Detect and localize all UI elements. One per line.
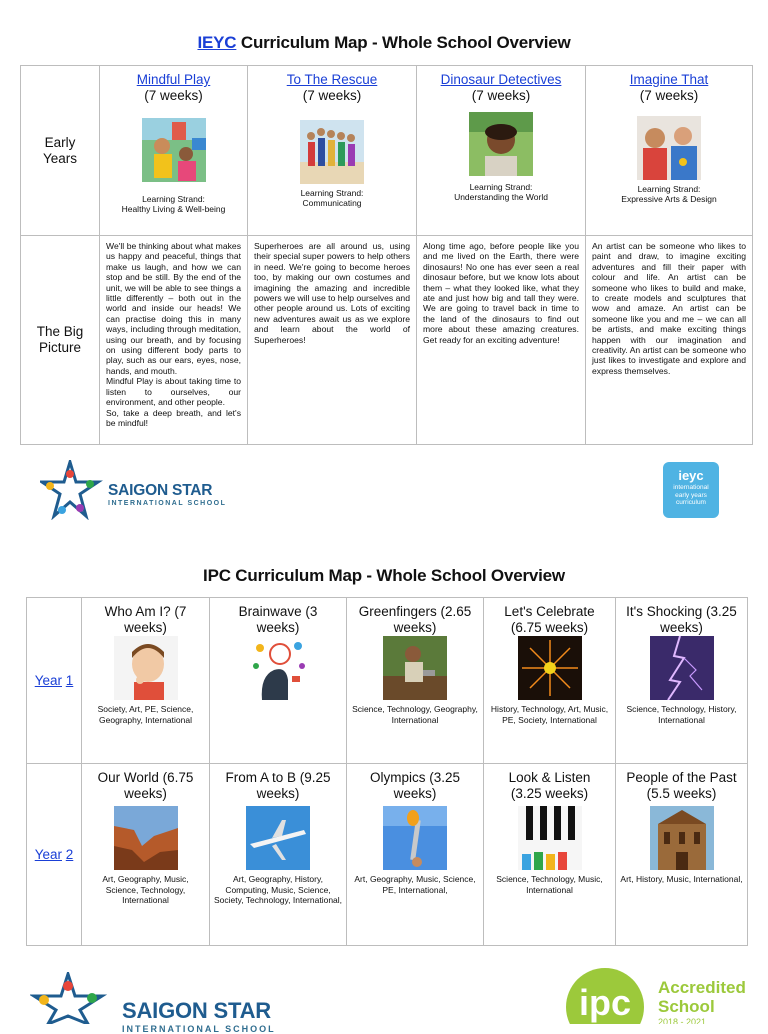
big-picture-text: Along time ago, before people like you and me lived on the Earth, there were dinosaurs! No one has ever seen a real dinosaur before, but we know lots about them – what they looked like, what they ate and just how big and tall they were. We are going to travel back in time to the land of the dinosaurs to find out more about these amazing creatures. Get ready for an exciting adventure! [417, 236, 586, 445]
children-painting-photo [637, 116, 701, 180]
row-head-year-1 [27, 598, 82, 764]
canyon-photo [114, 806, 178, 870]
brain-icons-photo [246, 636, 310, 700]
unit-weeks: (7 weeks) [302, 88, 362, 103]
year-number-link[interactable]: 1 [65, 672, 74, 688]
school-label: School [658, 997, 715, 1016]
strand-label: Learning Strand: [300, 188, 364, 198]
strand-name: Understanding the World [454, 192, 548, 202]
children-playing-photo [142, 118, 206, 182]
ipc-unit-cell [347, 598, 484, 764]
strand-label: Learning Strand: [637, 184, 701, 194]
fireworks-photo [518, 636, 582, 700]
ieyc-badge-name: ieyc [678, 468, 704, 483]
row-head-year-2 [27, 764, 82, 946]
ipc-unit-cell [82, 598, 210, 764]
piano-keys-photo [518, 806, 582, 870]
row-head-early-years [21, 66, 100, 236]
unit-subjects: Society, Art, PE, Science, Geography, International [97, 704, 194, 725]
star-figure-icon [30, 972, 110, 1024]
unit-subjects: Science, Technology, Geography, International [352, 704, 478, 725]
unit-subjects: Science, Technology, History, International [626, 704, 737, 725]
saigon-star-sub: INTERNATIONAL SCHOOL [108, 500, 227, 507]
ieyc-table [20, 65, 753, 445]
ieyc-unit-cell [100, 66, 248, 236]
ieyc-unit-cell [586, 66, 753, 236]
unit-subjects: Art, Geography, History, Computing, Music, Science, Society, Technology, International, [213, 874, 343, 905]
unit-title: Brainwave (3 weeks) [238, 604, 318, 635]
strand-label: Learning Strand: [142, 194, 205, 204]
accreditation-years: 2018 - 2021 [658, 1017, 707, 1024]
unit-title: It's Shocking (3.25 weeks) [626, 604, 737, 635]
thinking-boy-photo [114, 636, 178, 700]
unit-subjects: Science, Technology, Music, International [496, 874, 603, 895]
saigon-star-sub: INTERNATIONAL SCHOOL [122, 1024, 276, 1034]
ieyc-badge-line: early years [675, 491, 707, 499]
unit-title: Who Am I? (7 weeks) [104, 604, 187, 635]
unit-weeks: (7 weeks) [144, 88, 203, 103]
ipc-unit-cell [210, 764, 347, 946]
saigon-star-name: SAIGON STAR [122, 998, 271, 1023]
year-number-link[interactable]: 2 [65, 846, 74, 862]
unit-title: Greenfingers (2.65 weeks) [358, 604, 472, 635]
ieyc-unit-cell [417, 66, 586, 236]
strand-label: Learning Strand: [469, 182, 533, 192]
superhero-kids-photo [300, 120, 364, 184]
strand-name: Communicating [302, 198, 362, 208]
unit-link[interactable]: Mindful Play [136, 72, 211, 87]
ipc-unit-cell [616, 764, 748, 946]
big-picture-text: An artist can be someone who likes to paint and draw, to imagine exciting adventures and fill their paper with colour and life. An artist can be someone who likes to build and make, to create models and sculptures that wow and amaze. An artist can be someone like you and me – we can all be artists, and make exciting things happen with our imagination and creativity. An artist can be someone who just likes to investigate and explore and express themselves. [586, 236, 753, 445]
row-label: The Big Picture [36, 324, 84, 355]
ipc-accredited-badge [566, 966, 756, 1024]
lightning-photo [650, 636, 714, 700]
olympic-torch-photo [383, 806, 447, 870]
unit-link[interactable]: Dinosaur Detectives [440, 72, 562, 87]
accredited-label: Accredited [658, 978, 746, 997]
unit-link[interactable]: To The Rescue [286, 72, 378, 87]
year-link[interactable]: Year [34, 672, 62, 688]
historic-building-photo [650, 806, 714, 870]
unit-link[interactable]: Imagine That [629, 72, 709, 87]
airplane-photo [246, 806, 310, 870]
row-head-big-picture [21, 236, 100, 445]
ieyc-unit-cell [248, 66, 417, 236]
ipc-title: IPC Curriculum Map - Whole School Overview [203, 566, 565, 585]
ieyc-badge [663, 462, 719, 518]
big-picture-text: Superheroes are all around us, using their special super powers to help others in need. We're going to become heroes too, by making our own costumes and imagining the amazing and incredible powers we will use to help ourselves and other people around us. Lots of exciting new adventures await us as we explore and learn about the world of Superheroes! [248, 236, 417, 445]
ipc-unit-cell [82, 764, 210, 946]
strand-name: Healthy Living & Well-being [121, 204, 226, 214]
row-label: Early Years [42, 134, 78, 166]
unit-title: Let's Celebrate (6.75 weeks) [504, 604, 595, 635]
unit-subjects: Art, History, Music, International, [620, 874, 743, 884]
year-link[interactable]: Year [34, 846, 62, 862]
big-picture-text: We'll be thinking about what makes us happy and peaceful, things that make us laugh, and how we can stop and be still. By the end of the unit, we will be able to see things a little differently – both out in the world and inside our heads! We can practise doing this in many ways, including through meditation, using our breath, and by focusing on using different body parts to play, such as our ears, eyes, nose, hands, and mouth. Mindful Play is about taking time to listen to ourselves, our environment, and other people. So, take a deep breath, and let's be mindful! [100, 236, 248, 445]
unit-subjects: Art, Geography, Music, Science, PE, International, [354, 874, 476, 895]
ieyc-title [0, 33, 768, 53]
ipc-logo: ipc [566, 968, 644, 1024]
ipc-unit-cell [484, 598, 616, 764]
ieyc-title-text: Curriculum Map - Whole School Overview [236, 33, 571, 52]
unit-weeks: (7 weeks) [639, 88, 699, 103]
unit-weeks: (7 weeks) [471, 88, 531, 103]
ipc-unit-cell [347, 764, 484, 946]
ieyc-link[interactable]: IEYC [197, 33, 237, 52]
unit-title: People of the Past (5.5 weeks) [626, 770, 737, 801]
saigon-star-name: SAIGON STAR [108, 482, 213, 499]
unit-title: From A to B (9.25 weeks) [225, 770, 331, 801]
unit-title: Olympics (3.25 weeks) [369, 770, 461, 801]
unit-subjects: History, Technology, Art, Music, PE, Society, International [490, 704, 609, 725]
gardening-child-photo [383, 636, 447, 700]
unit-subjects: Art, Geography, Music, Science, Technology, International [102, 874, 189, 905]
ieyc-badge-line: curriculum [676, 499, 706, 506]
ipc-unit-cell [484, 764, 616, 946]
unit-title: Look & Listen (3.25 weeks) [508, 770, 591, 801]
ipc-table [26, 597, 748, 946]
unit-title: Our World (6.75 weeks) [97, 770, 194, 801]
child-smiling-photo [469, 112, 533, 176]
ipc-unit-cell [210, 598, 347, 764]
ipc-unit-cell [616, 598, 748, 764]
ieyc-badge-line: international [673, 484, 709, 491]
strand-name: Expressive Arts & Design [621, 194, 717, 204]
star-figure-icon [40, 460, 104, 520]
